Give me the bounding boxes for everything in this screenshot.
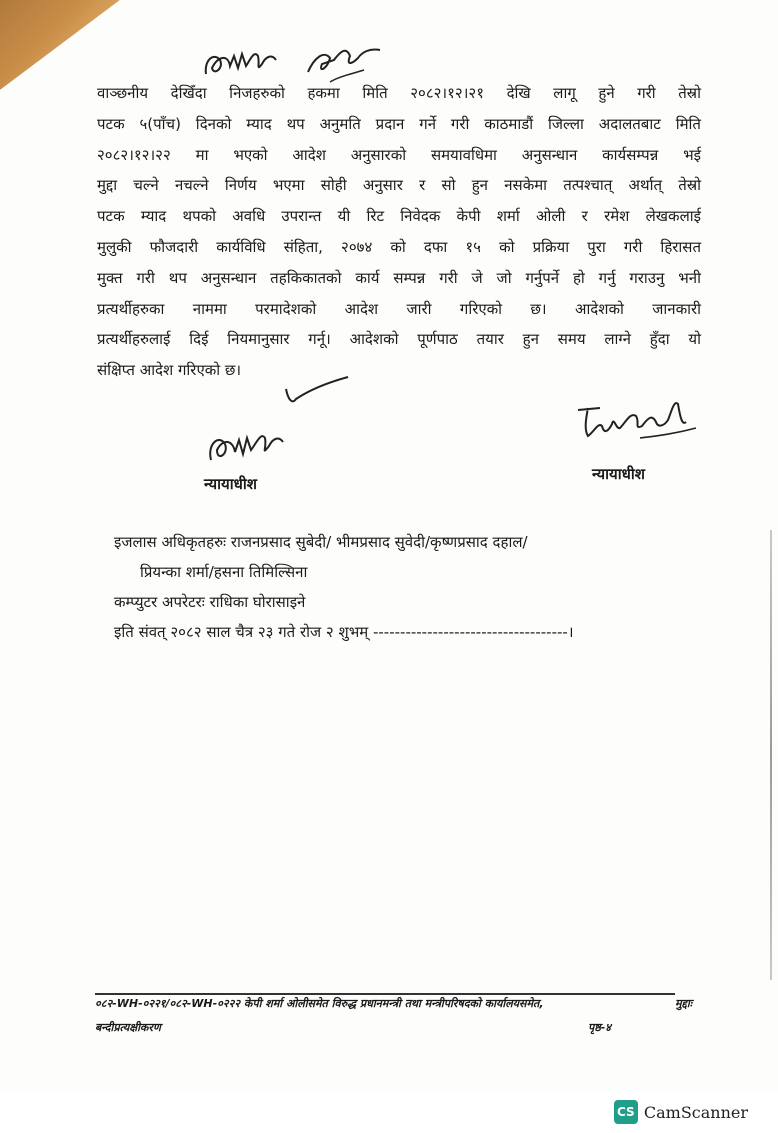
camscanner-name: CamScanner: [643, 1102, 748, 1122]
judge-left-title: न्यायाधीश: [204, 475, 257, 493]
body-line: पटक म्याद थपको अवधि उपरान्त यी रिट निवेदक केपी शर्मा ओली र रमेश लेखकलाई: [97, 207, 701, 226]
closing-line: इति संवत् २०८२ साल चैत्र २३ गते रोज २ शुभम् ------------------------------------।: [114, 623, 574, 641]
judge-right-title: न्यायाधीश: [592, 465, 645, 483]
body-line: २०८२।१२।२२ मा भएको आदेश अनुसारको समयावधिमा अनुसन्धान कार्यसम्पन्न भई: [97, 145, 701, 164]
body-line: मुद्दा चल्ने नचल्ने निर्णय भएमा सोही अनुसार र सो हुन नसकेमा तत्पश्चात् अर्थात् तेस्रो: [97, 176, 701, 195]
tick-mark: [282, 375, 352, 415]
signature-judge-right: [570, 392, 700, 452]
camscanner-logo-icon: CS: [614, 1100, 638, 1124]
signature-judge-left: [205, 420, 285, 480]
camscanner-watermark: [614, 1100, 748, 1124]
body-line: मुक्त गरी थप अनुसन्धान तहकिकातको कार्य सम्पन्न गरी जे जो गर्नुपर्ने हो गर्नु गराउनु भनी: [97, 268, 701, 287]
page-edge-shadow: [770, 530, 772, 980]
bench-officers-line: प्रियन्का शर्मा/हसना तिमिल्सिना: [140, 563, 308, 581]
body-line: संक्षिप्त आदेश गरिएको छ।: [97, 361, 242, 380]
bench-officers-block: [114, 527, 674, 647]
footer-case-reference: ०८२-WH-०२२१/०८२-WH-०२२२ केपी शर्मा ओलीसमेत विरुद्ध प्रधानमन्त्री तथा मन्त्रीपरिषदको कार्यालयसमेत,: [95, 997, 544, 1010]
order-body-text: [97, 78, 701, 386]
body-line: प्रत्यर्थीहरुका नाममा परमादेशको आदेश जारी गरिएको छ। आदेशको जानकारी: [97, 299, 701, 318]
body-line: मुलुकी फौजदारी कार्यविधि संहिता, २०७४ को दफा १५ को प्रक्रिया पुरा गरी हिरासत: [97, 237, 701, 256]
footer-case-type-label: मुद्दाः: [675, 997, 692, 1010]
body-line: प्रत्यर्थीहरुलाई दिई नियमानुसार गर्नू। आदेशको पूर्णपाठ तयार हुन समय लाग्ने हुँदा यो: [97, 330, 701, 349]
body-line: वाञ्छनीय देखिँदा निजहरुको हकमा मिति २०८२।१२।२१ देखि लागू हुने गरी तेस्रो: [97, 84, 701, 102]
footer-page-number: पृष्ठ-४: [588, 1021, 612, 1034]
footer-case-type: बन्दीप्रत्यक्षीकरण: [95, 1021, 161, 1034]
footer-rule: [95, 993, 675, 995]
computer-operator-line: कम्प्युटर अपरेटरः राधिका घोरासाइने: [114, 593, 306, 611]
bench-officers-line: इजलास अधिकृतहरुः राजनप्रसाद सुबेदी/ भीमप्रसाद सुवेदी/कृष्णप्रसाद दहाल/: [114, 533, 528, 551]
body-line: पटक ५(पाँच) दिनको म्याद थप अनुमति प्रदान गर्ने गरी काठमाडौं जिल्ला अदालतबाट मिति: [97, 114, 701, 133]
